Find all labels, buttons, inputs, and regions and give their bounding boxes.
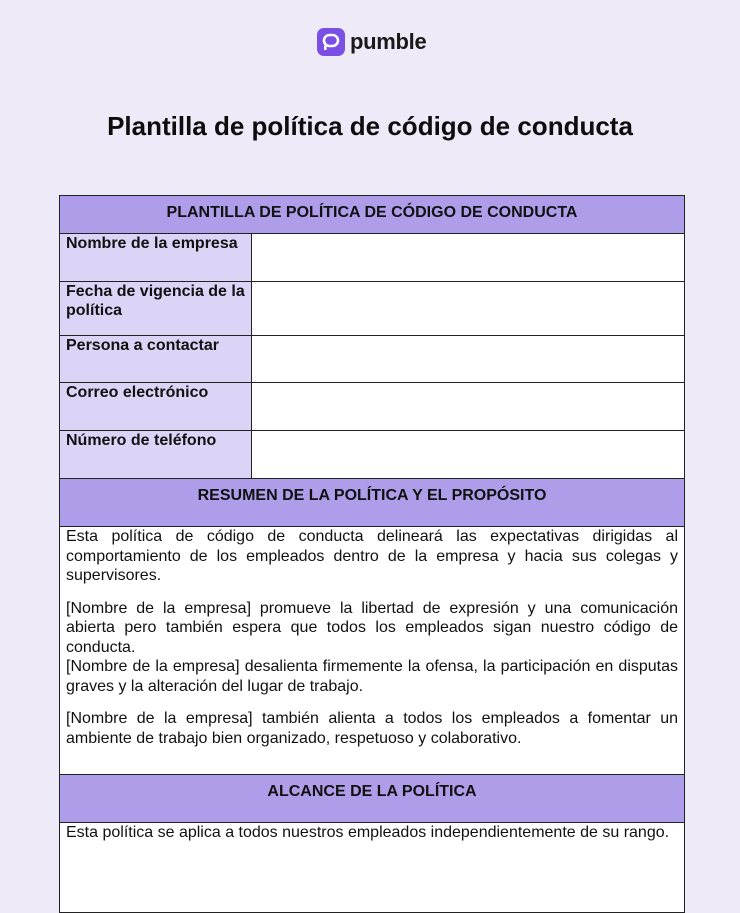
- summary-paragraph: [Nombre de la empresa] desalienta firmemente la ofensa, la participación en disputas graves y la alteración del lugar de trabajo.: [66, 658, 679, 695]
- policy-form-table: [59, 195, 685, 913]
- field-value-effective-date[interactable]: [252, 282, 685, 336]
- field-label-company-name: Nombre de la empresa: [60, 234, 252, 282]
- field-value-contact-person[interactable]: [252, 336, 685, 383]
- form-header: PLANTILLA DE POLÍTICA DE CÓDIGO DE CONDUCTA: [60, 196, 685, 234]
- summary-header-row: [60, 479, 685, 527]
- field-row-contact-person: [60, 336, 685, 383]
- summary-paragraph: [Nombre de la empresa] también alienta a todos los empleados a fomentar un ambiente de trabajo bien organizado, respetuoso y colaborativo.: [66, 710, 679, 747]
- brand-name: pumble: [350, 28, 427, 54]
- field-label-phone: Número de teléfono: [60, 431, 252, 479]
- summary-header: RESUMEN DE LA POLÍTICA Y EL PROPÓSITO: [60, 479, 685, 527]
- field-row-email: [60, 383, 685, 431]
- field-value-email[interactable]: [252, 383, 685, 431]
- summary-body-row: [60, 527, 685, 775]
- pumble-logo: [317, 27, 426, 56]
- field-label-contact-person: Persona a contactar: [60, 336, 252, 383]
- field-label-effective-date: Fecha de vigencia de la política: [60, 282, 252, 336]
- summary-paragraph: Esta política de código de conducta delineará las expectativas dirigidas al comportamiento de los empleados dentro de la empresa y hacia sus colegas y supervisores.: [66, 528, 679, 584]
- field-row-phone: [60, 431, 685, 479]
- scope-body-row: [60, 823, 685, 913]
- field-row-effective-date: [60, 282, 685, 336]
- scope-header-row: [60, 775, 685, 823]
- field-value-phone[interactable]: [252, 431, 685, 479]
- scope-body: [60, 823, 685, 913]
- form-header-row: [60, 196, 685, 234]
- summary-body: [60, 527, 685, 775]
- field-row-company-name: [60, 234, 685, 282]
- field-label-email: Correo electrónico: [60, 383, 252, 431]
- scope-header: ALCANCE DE LA POLÍTICA: [60, 775, 685, 823]
- page-title: Plantilla de política de código de conducta: [107, 111, 633, 141]
- pumble-logo-icon: [317, 28, 345, 56]
- field-value-company-name[interactable]: [252, 234, 685, 282]
- summary-paragraph: [Nombre de la empresa] promueve la libertad de expresión y una comunicación abierta pero también espera que todos los empleados sigan nuestro código de conducta.: [66, 599, 679, 656]
- scope-paragraph: Esta política se aplica a todos nuestros empleados independientemente de su rango.: [66, 824, 670, 841]
